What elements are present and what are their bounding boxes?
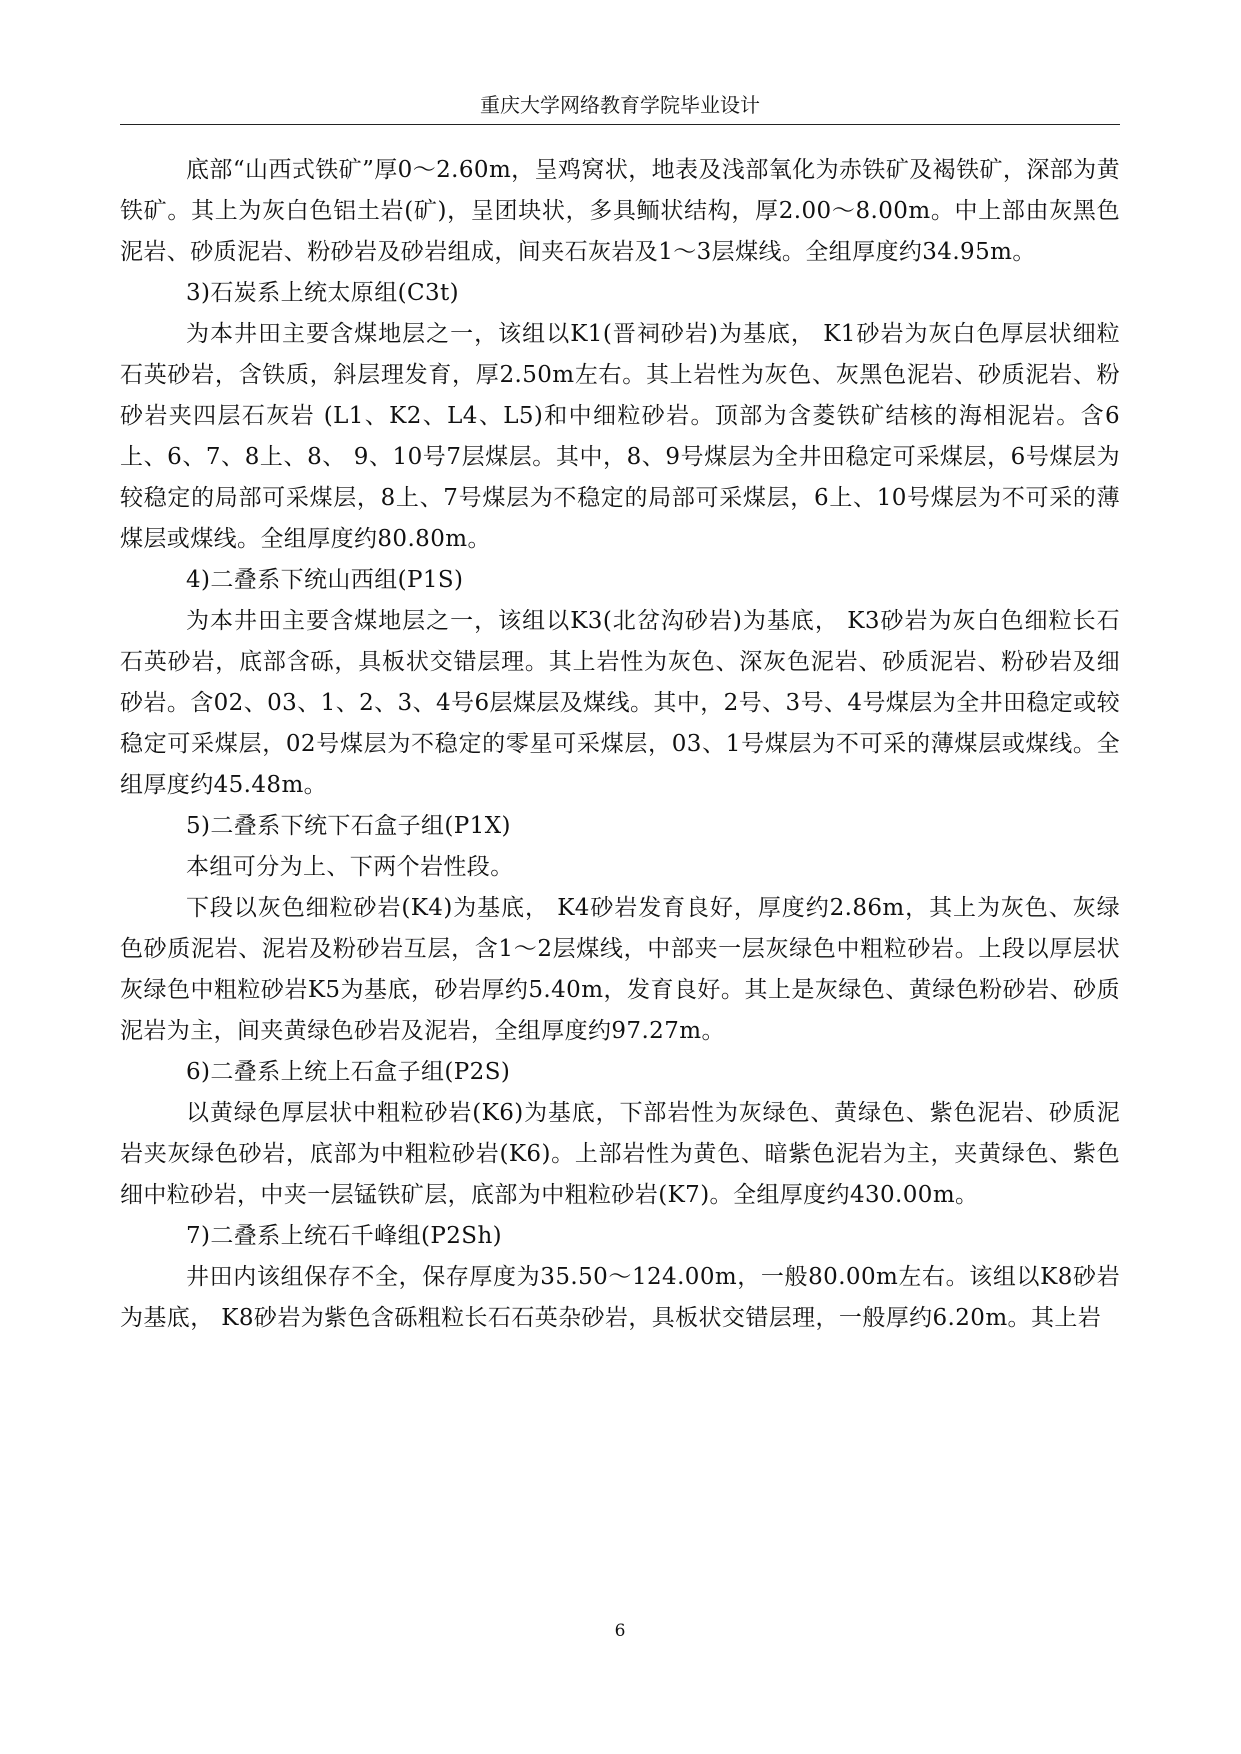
paragraph-lower-shihezi-intro: 本组可分为上、下两个岩性段。 (186, 854, 514, 880)
page-header: 重庆大学网络教育学院毕业设计 (480, 93, 760, 117)
body-content (120, 150, 1120, 1339)
page-number: 6 (614, 1621, 626, 1641)
paragraph-upper-shihezi-formation: 以黄绿色厚层状中粗粒砂岩(K6)为基底，下部岩性为灰绿色、黄绿色、紫色泥岩、砂质泥岩夹灰绿色砂岩，底部为中粗粒砂岩(K6)。上部岩性为黄色、暗紫色泥岩为主，夹黄绿色、紫色细中粒砂岩，中夹一层锰铁矿层，底部为中粗粒砂岩(K7)。全组厚度约430.00m。 (120, 1100, 1120, 1208)
paragraph-shanxi-iron-ore: 底部“山西式铁矿”厚0～2.60m，呈鸡窝状，地表及浅部氧化为赤铁矿及褐铁矿，深部为黄铁矿。其上为灰白色铝土岩(矿)，呈团块状，多具鲕状结构，厚2.00～8.00m。中上部由灰黑色泥岩、砂质泥岩、粉砂岩及砂岩组成，间夹石灰岩及1～3层煤线。全组厚度约34.95m。 (120, 157, 1120, 265)
paragraph-shiqianfeng-formation: 井田内该组保存不全，保存厚度为35.50～124.00m，一般80.00m左右。该组以K8砂岩为基底， K8砂岩为紫色含砾粗粒长石石英杂砂岩，具板状交错层理，一般厚约6.20m。其上岩 (120, 1264, 1120, 1331)
section-heading-upper-shihezi-formation: 6)二叠系上统上石盒子组(P2S) (186, 1059, 511, 1085)
section-heading-shiqianfeng-formation: 7)二叠系上统石千峰组(P2Sh) (186, 1223, 503, 1249)
paragraph-taiyuan-formation: 为本井田主要含煤地层之一，该组以K1(晋祠砂岩)为基底， K1砂岩为灰白色厚层状细粒石英砂岩，含铁质，斜层理发育，厚2.50m左右。其上岩性为灰色、灰黑色泥岩、砂质泥岩、粉砂岩夹四层石灰岩 (L1、K2、L4、L5)和中细粒砂岩。顶部为含菱铁矿结核的海相泥岩。含6上、6、7、8上、8、 9、10号7层煤层。其中，8、9号煤层为全井田稳定可采煤层，6号煤层为较稳定的局部可采煤层，8上、7号煤层为不稳定的局部可采煤层，6上、10号煤层为不可采的薄煤层或煤线。全组厚度约80.80m。 (120, 321, 1120, 552)
paragraph-lower-shihezi-details: 下段以灰色细粒砂岩(K4)为基底， K4砂岩发育良好，厚度约2.86m，其上为灰色、灰绿色砂质泥岩、泥岩及粉砂岩互层，含1～2层煤线，中部夹一层灰绿色中粗粒砂岩。上段以厚层状灰绿色中粗粒砂岩K5为基底，砂岩厚约5.40m，发育良好。其上是灰绿色、黄绿色粉砂岩、砂质泥岩为主，间夹黄绿色砂岩及泥岩，全组厚度约97.27m。 (120, 895, 1120, 1044)
header-divider (120, 124, 1120, 125)
section-heading-taiyuan-formation: 3)石炭系上统太原组(C3t) (186, 280, 460, 306)
section-heading-lower-shihezi-formation: 5)二叠系下统下石盒子组(P1X) (186, 813, 511, 839)
paragraph-shanxi-formation: 为本井田主要含煤地层之一，该组以K3(北岔沟砂岩)为基底， K3砂岩为灰白色细粒长石石英砂岩，底部含砾，具板状交错层理。其上岩性为灰色、深灰色泥岩、砂质泥岩、粉砂岩及细砂岩。含02、03、1、2、3、4号6层煤层及煤线。其中，2号、3号、4号煤层为全井田稳定或较稳定可采煤层，02号煤层为不稳定的零星可采煤层，03、1号煤层为不可采的薄煤层或煤线。全组厚度约45.48m。 (120, 608, 1120, 798)
section-heading-shanxi-formation: 4)二叠系下统山西组(P1S) (186, 567, 464, 593)
